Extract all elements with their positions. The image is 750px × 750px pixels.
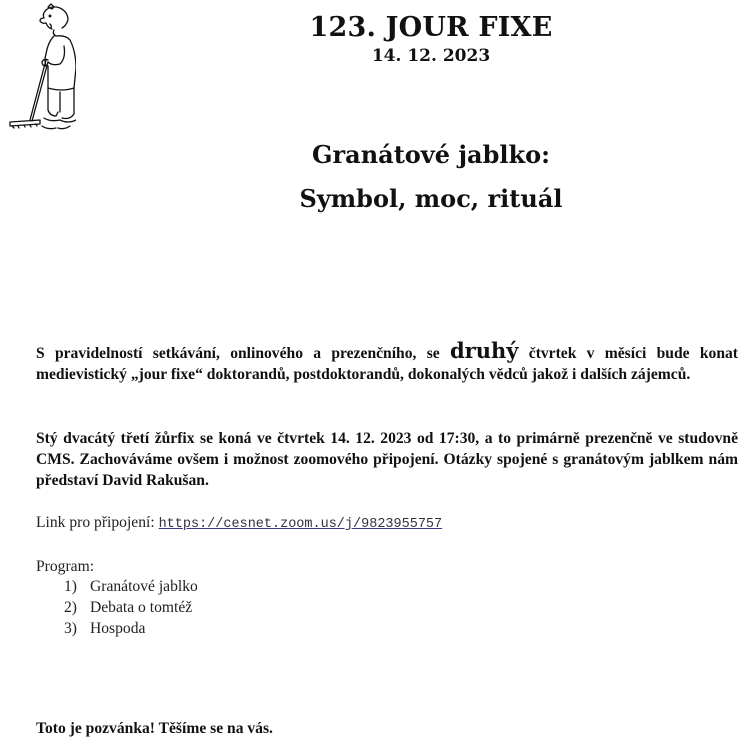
program-item-text: Hospoda — [90, 620, 146, 637]
connection-link-line — [36, 512, 442, 535]
program-label: Program: — [36, 558, 95, 575]
program-item — [64, 576, 198, 597]
program-list — [64, 576, 198, 639]
program-item-text: Debata o tomtéž — [90, 599, 193, 616]
event-details-paragraph: Stý dvacátý třetí žůrfix se koná ve čtvrtek 14. 12. 2023 od 17:30, a to primárně prezenčně ve studovně CMS. Zachováváme ovšem i možnost zoomového připojení. Otázky spojené s granátovým jablkem nám představí David Rakušan. — [36, 430, 738, 489]
program-item — [64, 618, 198, 639]
emphasis-word: druhý — [449, 338, 519, 363]
intro-text-start: S pravidelností setkávání, onlinového a prezenčního, se — [36, 345, 450, 362]
topic-title-line-2: Symbol, moc, rituál — [299, 184, 563, 213]
connection-link-label: Link pro připojení: — [36, 514, 159, 531]
intro-paragraph — [36, 340, 738, 385]
zoom-link[interactable]: https://cesnet.zoom.us/j/9823955757 — [158, 517, 443, 532]
event-date: 14. 12. 2023 — [371, 46, 491, 66]
program-item-text: Granátové jablko — [90, 578, 198, 595]
event-title: 123. JOUR FIXE — [309, 12, 553, 43]
program-item-number: 1) — [64, 578, 77, 595]
program-item — [64, 597, 198, 618]
topic-title-line-1: Granátové jablko: — [312, 140, 550, 169]
intro-text-end: čtvrtek v měsíci bude konat medievistický „jour fixe“ doktorandů, postdoktorandů, dokonalých vědců jakož i dalších zájemců. — [36, 345, 738, 383]
closing-line: Toto je pozvánka! Těšíme se na vás. — [36, 720, 273, 737]
program-item-number: 3) — [64, 620, 77, 637]
program-item-number: 2) — [64, 599, 77, 616]
